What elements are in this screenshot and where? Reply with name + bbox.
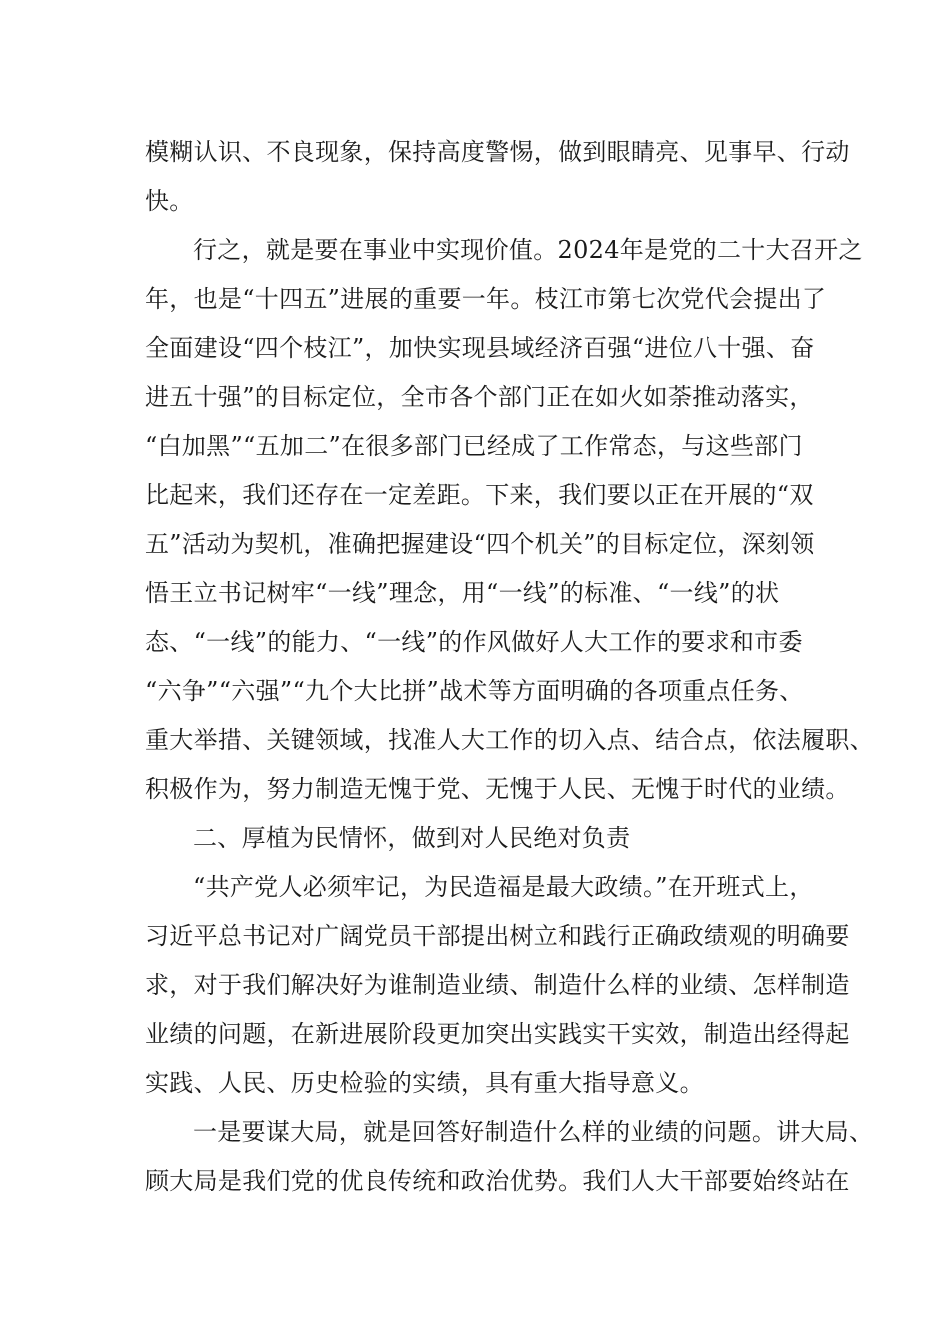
text-line: 行之，就是要在事业中实现价值。2024年是党的二十大召开之 <box>193 236 863 264</box>
text-line: 年，也是“十四五”进展的重要一年。枝江市第七次党代会提出了 <box>145 285 827 313</box>
text-line: “共产党人必须牢记，为民造福是最大政绩。”在开班式上， <box>193 873 814 901</box>
text-line: 习近平总书记对广阔党员干部提出树立和践行正确政绩观的明确要 <box>145 922 850 950</box>
text-line: “六争”“六强”“九个大比拼”战术等方面明确的各项重点任务、 <box>145 677 804 705</box>
text-line: 顾大局是我们党的优良传统和政治优势。我们人大干部要始终站在 <box>145 1167 850 1195</box>
text-line: 积极作为，努力制造无愧于党、无愧于人民、无愧于时代的业绩。 <box>145 775 850 803</box>
text-line: 五”活动为契机，准确把握建设“四个机关”的目标定位，深刻领 <box>145 530 815 558</box>
text-line: 进五十强”的目标定位，全市各个部门正在如火如荼推动落实， <box>145 383 814 411</box>
text-line: 模糊认识、不良现象，保持高度警惕，做到眼睛亮、见事早、行动 <box>145 138 850 166</box>
text-line: 全面建设“四个枝江”，加快实现县域经济百强“进位八十强、奋 <box>145 334 815 362</box>
section-heading: 二、厚植为民情怀，做到对人民绝对负责 <box>193 824 631 852</box>
text-line: 重大举措、关键领域，找准人大工作的切入点、结合点，依法履职、 <box>145 726 874 754</box>
text-line: 实践、人民、历史检验的实绩，具有重大指导意义。 <box>145 1069 704 1097</box>
document-body <box>145 128 874 1206</box>
text-line: 悟王立书记树牢“一线”理念，用“一线”的标准、“一线”的状 <box>145 579 780 607</box>
text-line: 比起来，我们还存在一定差距。下来，我们要以正在开展的“双 <box>145 481 814 509</box>
text-line: 业绩的问题，在新进展阶段更加突出实践实干实效，制造出经得起 <box>145 1020 850 1048</box>
text-line: 求，对于我们解决好为谁制造业绩、制造什么样的业绩、怎样制造 <box>145 971 850 999</box>
text-line: 一是要谋大局，就是回答好制造什么样的业绩的问题。讲大局、 <box>193 1118 874 1146</box>
text-line: “白加黑”“五加二”在很多部门已经成了工作常态，与这些部门 <box>145 432 803 460</box>
text-line: 快。 <box>145 187 194 215</box>
text-line: 态、“一线”的能力、“一线”的作风做好人大工作的要求和市委 <box>145 628 803 656</box>
